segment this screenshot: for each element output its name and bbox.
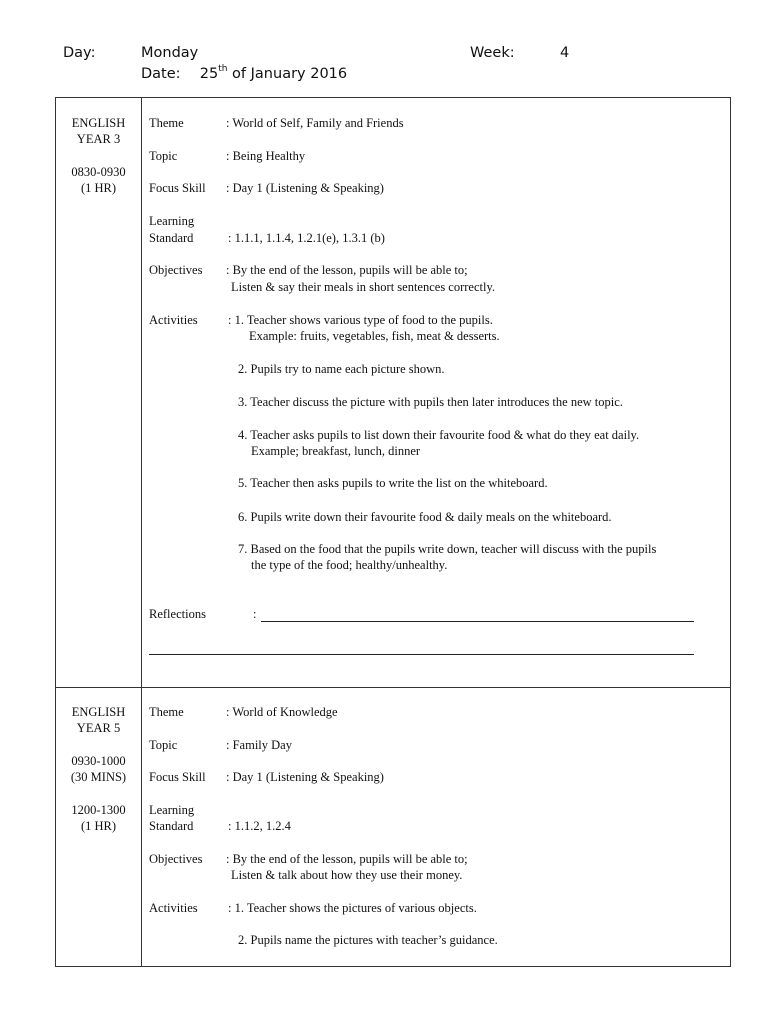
activity-3: 3. Teacher discuss the picture with pupils then later introduces the new topic. — [238, 395, 623, 409]
reflections-line-1[interactable] — [261, 621, 694, 622]
day-value: Monday — [141, 45, 199, 61]
activity-4: 4. Teacher asks pupils to list down their favourite food & what do they eat daily. — [238, 428, 640, 442]
reflections-label: Reflections — [149, 607, 206, 621]
date-suffix: th — [218, 64, 228, 74]
activity-1: : 1. Teacher shows various type of food to the pupils. — [228, 313, 493, 327]
objectives-label: Objectives — [149, 852, 203, 866]
objectives-line-1: : By the end of the lesson, pupils will be able to; — [226, 263, 468, 277]
theme-label: Theme — [149, 116, 184, 130]
date-day: 25 — [199, 65, 219, 82]
theme-value: : World of Self, Family and Friends — [226, 116, 404, 130]
activity-1: : 1. Teacher shows the pictures of various objects. — [228, 901, 477, 915]
lesson-2-duration-1: (30 MINS) — [70, 770, 127, 784]
day-label: Day: — [63, 45, 96, 61]
lesson-1-time: 0830-0930 — [71, 165, 126, 179]
activity-7: 7. Based on the food that the pupils write down, teacher will discuss with the pupils — [238, 542, 657, 556]
activities-label: Activities — [149, 901, 198, 915]
focus-skill-label: Focus Skill — [149, 770, 206, 784]
objectives-label: Objectives — [149, 263, 203, 277]
lesson-row-1 — [56, 98, 730, 688]
week-label: Week: — [470, 45, 515, 61]
topic-value: : Being Healthy — [226, 149, 306, 163]
activity-2: 2. Pupils try to name each picture shown. — [238, 362, 445, 376]
theme-value: : World of Knowledge — [226, 705, 338, 719]
activity-5: 5. Teacher then asks pupils to write the list on the whiteboard. — [238, 476, 548, 490]
reflections-colon: : — [253, 607, 257, 621]
lesson-2-duration-2: (1 HR) — [80, 819, 117, 833]
focus-skill-value: : Day 1 (Listening & Speaking) — [226, 181, 384, 195]
lesson-2-time-1: 0930-1000 — [71, 754, 126, 768]
objectives-line-2: Listen & say their meals in short sentences correctly. — [231, 280, 496, 294]
learning-standard-label-1: Learning — [149, 803, 195, 817]
learning-standard-label-1: Learning — [149, 214, 195, 228]
lesson-1-info-cell — [56, 98, 142, 687]
activity-2: 2. Pupils name the pictures with teacher’s guidance. — [238, 933, 498, 947]
lesson-plan-table — [55, 97, 731, 967]
date-rest: of January 2016 — [227, 65, 348, 82]
lesson-row-2 — [56, 687, 730, 966]
learning-standard-label-2: Standard — [149, 231, 194, 245]
lesson-2-subject: ENGLISH — [71, 705, 126, 719]
week-value: 4 — [560, 45, 570, 61]
lesson-2-time-2: 1200-1300 — [71, 803, 126, 817]
lesson-1-duration: (1 HR) — [80, 181, 117, 195]
reflections-line-2[interactable] — [149, 654, 694, 655]
theme-label: Theme — [149, 705, 184, 719]
learning-standard-label-2: Standard — [149, 819, 194, 833]
learning-standard-value: : 1.1.1, 1.1.4, 1.2.1(e), 1.3.1 (b) — [228, 231, 385, 245]
topic-label: Topic — [149, 149, 178, 163]
topic-label: Topic — [149, 738, 178, 752]
topic-value: : Family Day — [226, 738, 292, 752]
learning-standard-value: : 1.1.2, 1.2.4 — [228, 819, 291, 833]
lesson-2-info-cell — [56, 687, 142, 966]
activity-6: 6. Pupils write down their favourite food & daily meals on the whiteboard. — [238, 510, 612, 524]
lesson-1-year: YEAR 3 — [76, 132, 121, 146]
focus-skill-label: Focus Skill — [149, 181, 206, 195]
objectives-line-2: Listen & talk about how they use their money. — [231, 868, 463, 882]
date-label: Date: — [141, 65, 181, 82]
objectives-line-1: : By the end of the lesson, pupils will be able to; — [226, 852, 468, 866]
lesson-2-year: YEAR 5 — [76, 721, 121, 735]
activity-7-line-2: the type of the food; healthy/unhealthy. — [251, 558, 448, 572]
date-line — [141, 65, 347, 82]
activity-1-example: Example: fruits, vegetables, fish, meat & desserts. — [249, 329, 500, 343]
lesson-1-subject: ENGLISH — [71, 116, 126, 130]
activity-4-example: Example; breakfast, lunch, dinner — [251, 444, 421, 458]
activities-label: Activities — [149, 313, 198, 327]
focus-skill-value: : Day 1 (Listening & Speaking) — [226, 770, 384, 784]
